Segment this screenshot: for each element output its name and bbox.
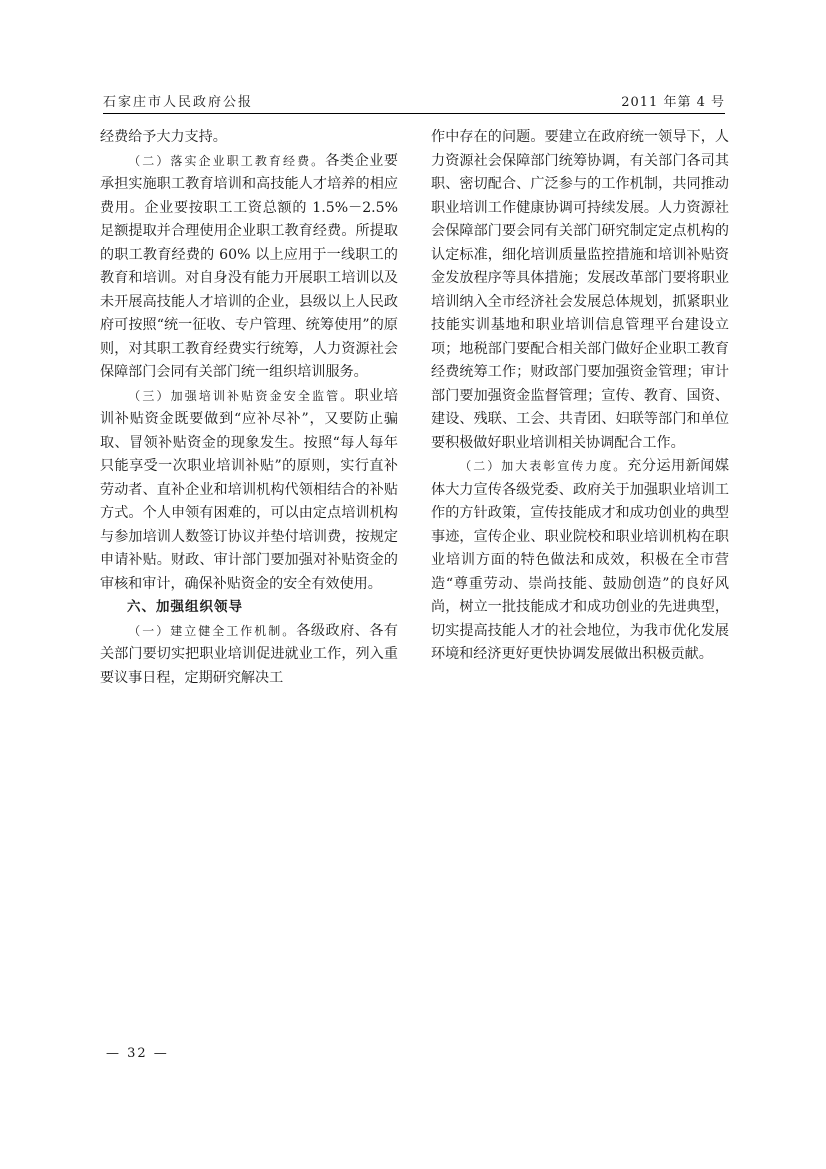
right-column: [431, 126, 729, 667]
paragraph-body: 各级政府、各有关部门要切实把职业培训促进就业工作，列入重要议事日程，定期研究解决工: [100, 622, 398, 686]
paragraph: [100, 620, 398, 691]
paragraph: 经费给予大力支持。: [100, 129, 227, 145]
paragraph-body: 职业培训补贴资金既要做到“应补尽补”，又要防止骗取、冒领补贴资金的现象发生。按照“每人每年只能享受一次职业培训补贴”的原则，实行直补劳动者、直补企业和培训机构代领相结合的补贴方式。个人申领有困难的，可以由定点培训机构与参加培训人数签订协议并垫付培训费，按规定申请补贴。财政、审计部门要加强对补贴资金的审核和审计，确保补贴资金的安全有效使用。: [100, 387, 398, 592]
paragraph: [431, 455, 729, 667]
subsection-heading: （一）建立健全工作机制。: [128, 623, 297, 638]
subsection-heading: （二）加大表彰宣传力度。: [459, 459, 628, 473]
paragraph-body: 充分运用新闻媒体大力宣传各级党委、政府关于加强职业培训工作的方针政策，宣传技能成才和成功创业的典型事迹，宣传企业、职业院校和职业培训机构在职业培训方面的特色做法和成效，积极在全市营造“尊重劳动、崇尚技能、鼓励创造”的良好风尚，树立一批技能成才和成功创业的先进典型，切实提高技能人才的社会地位，为我市优化发展环境和经济更好更快协调发展做出积极贡献。: [431, 458, 729, 662]
paragraph: [100, 150, 398, 385]
paragraph-body: 各类企业要承担实施职工教育培训和高技能人才培养的相应费用。企业要按职工工资总额的 1.5%－2.5% 足额提取并合理使用企业职工教育经费。所提取的职工教育经费的 60% 以上应用于一线职工的教育和培训。对自身没有能力开展职工培训以及未开展高技能人才培训的企业，县级以上人民政府可按照“统一征收、专户管理、统筹使用”的原则，对其职工教育经费实行统筹，人力资源社会保障部门会同有关部门统一组织培训服务。: [100, 152, 398, 380]
publication-title: 石家庄市人民政府公报: [103, 95, 254, 110]
page-number: — 32 —: [106, 1046, 169, 1061]
paragraph: [100, 385, 398, 597]
section-heading: 六、加强组织领导: [127, 599, 243, 615]
subsection-heading: （二）落实企业职工教育经费。: [128, 153, 326, 168]
subsection-heading: （三）加强培训补贴资金安全监管。: [128, 388, 355, 403]
left-column: [100, 126, 398, 690]
paragraph: 作中存在的问题。要建立在政府统一领导下，人力资源社会保障部门统筹协调，有关部门各司其职、密切配合、广泛参与的工作机制，共同推动职业培训工作健康协调可持续发展。人力资源社会保障部门要会同有关部门研究制定定点机构的认定标准，细化培训质量监控措施和培训补贴资金发放程序等具体措施；发展改革部门要将职业培训纳入全市经济社会发展总体规划，抓紧职业技能实训基地和职业培训信息管理平台建设立项；地税部门要配合相关部门做好企业职工教育经费统筹工作；财政部门要加强资金管理；审计部门要加强资金监督管理；宣传、教育、国资、建设、残联、工会、共青团、妇联等部门和单位要积极做好职业培训相关协调配合工作。: [431, 129, 729, 451]
issue-number: 2011 年第 4 号: [621, 95, 725, 110]
page-header: [103, 91, 725, 114]
